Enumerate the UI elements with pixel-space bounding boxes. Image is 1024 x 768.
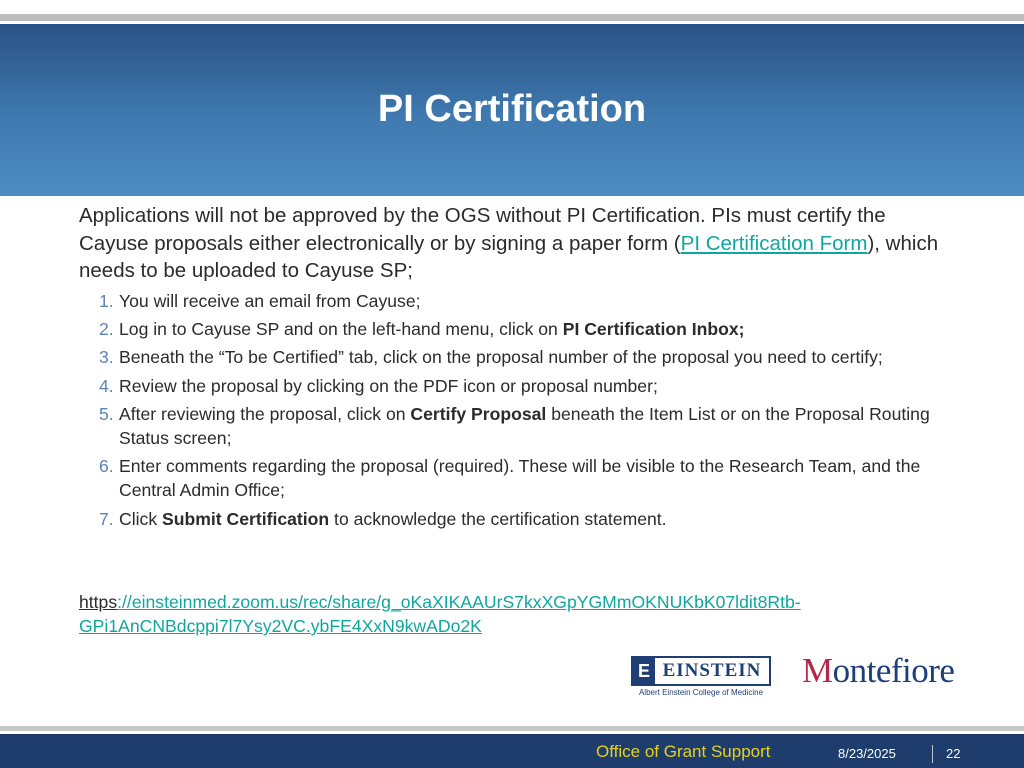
einstein-wordmark: EINSTEIN bbox=[662, 660, 762, 681]
step-2 bbox=[99, 317, 959, 341]
step-text-before: Beneath the “To be Certified” tab, click on the proposal number of the proposal you need to certify; bbox=[119, 347, 883, 368]
step-text-before: Review the proposal by clicking on the PDF icon or proposal number; bbox=[119, 375, 658, 396]
step-text-bold: Certify Proposal bbox=[410, 404, 547, 425]
footer-office-name: Office of Grant Support bbox=[596, 742, 771, 761]
step-text bbox=[119, 454, 959, 502]
step-number: 4. bbox=[99, 375, 114, 396]
step-number: 5. bbox=[99, 404, 114, 425]
step-text-before: Enter comments regarding the proposal (required). These will be visible to the Research Team, and the Central Admin Office; bbox=[119, 456, 921, 501]
einstein-mark-icon: E bbox=[633, 658, 655, 684]
step-text-after: to acknowledge the certification statement. bbox=[329, 508, 667, 529]
intro-text-after: ), which needs to be uploaded to Cayuse SP; bbox=[79, 231, 939, 282]
step-text bbox=[119, 402, 959, 450]
step-number: 1. bbox=[99, 290, 114, 311]
zoom-link-prefix[interactable]: https bbox=[79, 592, 118, 612]
step-text-bold: Submit Certification bbox=[162, 508, 330, 529]
pi-certification-form-link[interactable]: PI Certification Form bbox=[680, 231, 868, 255]
step-3 bbox=[99, 345, 959, 369]
step-number: 7. bbox=[99, 508, 114, 529]
montefiore-logo bbox=[802, 651, 954, 691]
step-5 bbox=[99, 402, 959, 450]
step-number: 6. bbox=[99, 456, 114, 477]
page-number: 22 bbox=[946, 746, 961, 761]
zoom-recording-link[interactable] bbox=[79, 590, 939, 638]
step-1 bbox=[99, 289, 959, 313]
einstein-subtitle: Albert Einstein College of Medicine bbox=[638, 688, 764, 697]
step-number: 2. bbox=[99, 318, 114, 339]
step-text bbox=[119, 289, 959, 313]
footer-divider bbox=[932, 745, 933, 763]
step-text-before: Log in to Cayuse SP and on the left-hand menu, click on bbox=[119, 318, 563, 339]
footer-rule bbox=[0, 726, 1024, 731]
footer-date: 8/23/2025 bbox=[838, 746, 896, 761]
step-7 bbox=[99, 507, 959, 531]
step-6 bbox=[99, 454, 959, 502]
step-text-bold: PI Certification Inbox; bbox=[562, 318, 745, 339]
intro-text-before: Applications will not be approved by the OGS without PI Certification. PIs must certify the Cayuse proposals either electronically or by signing a paper form ( bbox=[79, 204, 886, 255]
einstein-logo-box bbox=[631, 656, 771, 686]
step-text bbox=[119, 374, 959, 398]
step-text-before: Click bbox=[119, 508, 163, 529]
step-text-before: After reviewing the proposal, click on bbox=[119, 404, 411, 425]
top-rule bbox=[0, 14, 1024, 21]
steps-list bbox=[79, 289, 959, 531]
step-text bbox=[119, 507, 959, 531]
step-text-before: You will receive an email from Cayuse; bbox=[119, 290, 421, 311]
slide-content bbox=[79, 202, 959, 535]
step-number: 3. bbox=[99, 347, 114, 368]
intro-paragraph bbox=[79, 202, 959, 285]
einstein-logo bbox=[631, 656, 771, 700]
step-text bbox=[119, 317, 959, 341]
zoom-link-url[interactable]: ://einsteinmed.zoom.us/rec/share/g_oKaXIKAAUrS7kxXGpYGMmOKNUKbK07ldit8Rtb-GPi1AnCNBdcppi7l7Ysy2VC.ybFE4XxN9kwADo2K bbox=[79, 592, 801, 636]
step-4 bbox=[99, 374, 959, 398]
step-text-after: beneath the Item List or on the Proposal Routing Status screen; bbox=[119, 404, 930, 449]
montefiore-wordmark: ontefiore bbox=[832, 651, 955, 690]
step-text bbox=[119, 345, 959, 369]
montefiore-initial: M bbox=[802, 651, 833, 690]
slide-title: PI Certification bbox=[377, 88, 647, 130]
